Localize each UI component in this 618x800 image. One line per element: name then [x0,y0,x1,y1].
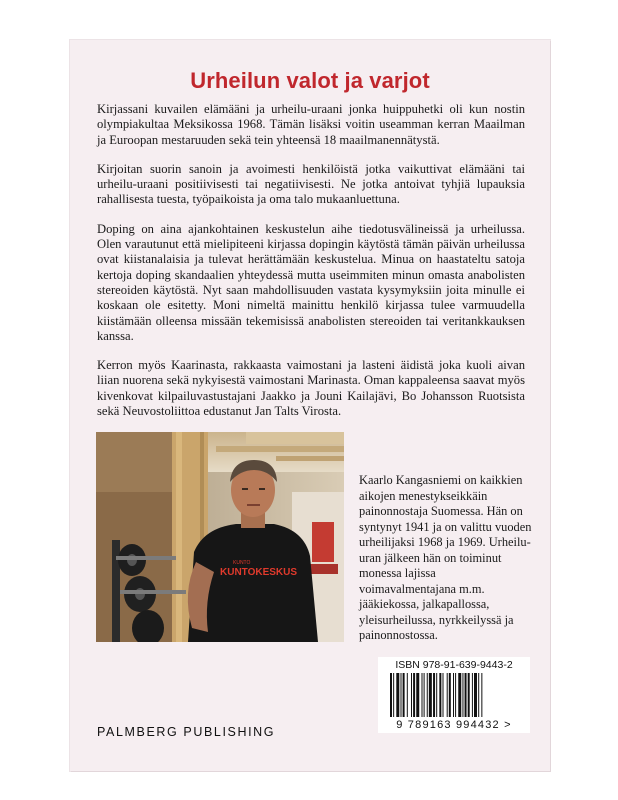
blurb-paragraph: Kirjassani kuvailen elämääni ja urheilu-uraani jonka huippuhetki oli kun nostin olympiakultaa Meksikossa 1968. Tämän lisäksi voitin useamman kerran Maailman ja Euroopan mestaruuden sekä tein yhteensä 18 maailmanennätystä. [97,102,525,147]
barcode-icon [382,673,526,717]
blurb-paragraph: Kerron myös Kaarinasta, rakkaasta vaimostani ja lasteni äidistä joka kuoli aivan liian nuorena sekä nykyisestä vaimostani Marinasta. Oman kappaleensa saavat myös kivenkovat kilpailuvastustajani Jaakko ja Jouni Kailajävi, Bo Johansson Ruotsista sekä Neuvostoliittoa edustanut Jan Talts Virosta. [97,358,525,419]
book-back-cover [70,40,550,771]
barcode-panel [378,657,530,733]
barcode-digits: 9 789163 994432 > [396,719,512,731]
author-photo-illustration [96,432,344,642]
shirt-logo-small: KUNTO [233,560,251,566]
blurb-text [97,102,525,433]
isbn-label: ISBN 978-91-639-9443-2 [395,659,513,671]
book-title: Urheilun valot ja varjot [190,68,430,93]
blurb-paragraph: Doping on aina ajankohtainen keskustelun aihe tiedotusvälineissä ja urheilussa. Olen varautunut että mielipiteeni kirjassa dopingin käytöstä tämän päivän urheilussa ovat kiistanalaisia ja tulevat herättämään keskustelua. Minua on haastateltu satoja kertoja doping skandaalien yhteydessä mutta useimmiten minun omasta anabolisten stereoiden käytöstä. Nyt saan mahdollisuuden vastata kysymyksiin joita minulle ei koskaan ole esitetty. Moni nimeltä mainittu henkilö kirjassa tulee varmuudella kiistämään olleensa missään tekemisissä anabolisten stereoiden tai veritankkauksen kanssa. [97,221,525,343]
publisher-name: PALMBERG PUBLISHING [97,725,276,739]
author-photo [96,432,344,642]
blurb-paragraph: Kirjoitan suorin sanoin ja avoimesti henkilöistä jotka vaikuttivat elämääni tai urheilu-uraani positiivisesti tai negatiivisesti. Ne jotka antoivat tyhjiä lupauksia rahallisesta tuesta, työpaikoista ja oma talo mukaanluettuna. [97,161,525,207]
author-caption: Kaarlo Kangasniemi on kaikkien aikojen menestykseikkäin painonnostaja Suomessa. Hän on syntynyt 1941 ja on valittu vuoden urheilijaksi 1968 ja 1969. Urheilu-uran jälkeen hän on toiminut monessa lajissa voimavalmentajana m.m. jääkiekossa, jalkapallossa, yleisurheilussa, nyrkkeilyssä ja painonnostossa. [359,473,532,642]
shirt-logo-text: KUNTOKESKUS [220,567,298,578]
